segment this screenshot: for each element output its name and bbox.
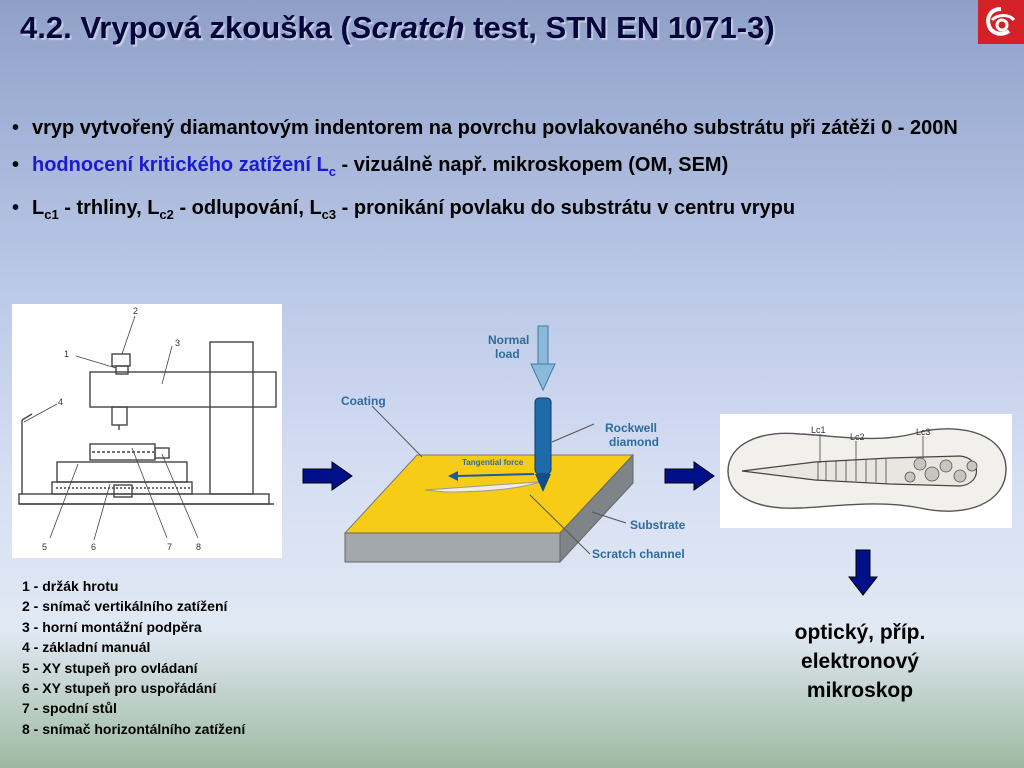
label-lc3: Lc3 — [916, 427, 931, 437]
callout-1: 1 — [64, 349, 70, 359]
bullet-list — [12, 110, 1017, 233]
bullet-critical-load: • hodnocení kritického zatížení $L_c$ - vizuálně např. mikroskopem (OM, SEM) — [12, 154, 729, 179]
bullet-critical-loads-types: • $L_{c1}$ - trhliny, $L_{c2}$ - odlupování, $L_{c3}$ - pronikání povlaku do substrátu v centru vrypu — [12, 197, 796, 222]
legend-item: 6 - XY stupeň pro uspořádání — [22, 680, 217, 697]
label-lc2: Lc2 — [850, 432, 865, 442]
label-rockwell-1: Rockwell — [605, 421, 658, 435]
legend-item: 3 - horní montážní podpěra — [22, 618, 202, 635]
callout-4: 4 — [58, 397, 64, 407]
callout-3: 3 — [175, 338, 181, 348]
microscope-caption: optický, příp. elektronový mikroskop — [794, 621, 926, 702]
slide-title: 4.2. Vrypová zkouška (Scratch test, STN EN 1071-3) — [20, 10, 775, 45]
university-logo — [978, 0, 1024, 44]
arrow-down-icon — [847, 549, 879, 597]
callout-5: 5 — [42, 542, 48, 552]
legend-item: 8 - snímač horizontálního zatížení — [22, 720, 246, 737]
legend-item: 1 - držák hrotu — [22, 578, 119, 594]
callout-2: 2 — [133, 306, 139, 316]
label-tangential-force: Tangential force — [462, 458, 524, 467]
label-scratch-channel: Scratch channel — [592, 547, 685, 561]
bullet-scratch-definition: • vryp vytvořený diamantovým indentorem na povrchu povlakovaného substrátu při zátěži 0 - 200N — [12, 117, 958, 139]
legend-item: 7 - spodní stůl — [22, 700, 117, 717]
callout-6: 6 — [91, 542, 97, 552]
arrow-right-icon — [664, 461, 716, 491]
apparatus-drawing — [12, 304, 282, 558]
label-coating: Coating — [341, 394, 386, 408]
legend-item: 2 - snímač vertikálního zatížení — [22, 598, 228, 615]
callout-7: 7 — [167, 542, 173, 552]
legend-item: 4 - základní manuál — [22, 639, 151, 656]
scratch-scheme — [330, 322, 700, 567]
label-rockwell-2: diamond — [609, 435, 659, 449]
scratch-track-image — [720, 414, 1012, 528]
label-substrate: Substrate — [630, 518, 686, 532]
rockwell-indenter — [535, 398, 551, 474]
normal-load-arrow-icon — [538, 326, 548, 364]
label-normal-load-1: Normal — [488, 333, 530, 347]
label-normal-load-2: load — [495, 347, 520, 361]
component-legend — [22, 576, 245, 739]
callout-8: 8 — [196, 542, 202, 552]
label-lc1: Lc1 — [811, 425, 826, 435]
legend-item: 5 - XY stupeň pro ovládaní — [22, 659, 198, 676]
